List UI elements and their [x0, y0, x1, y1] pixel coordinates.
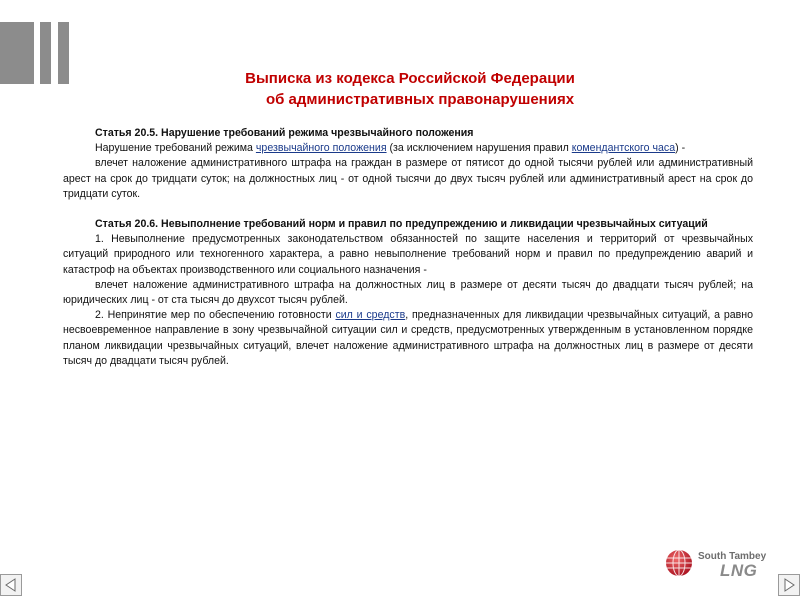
text-span: 2. Непринятие мер по обеспечению готовности: [95, 309, 336, 322]
decorative-bar-narrow: [58, 22, 69, 84]
logo-text-south-tambey: South Tambey: [698, 551, 767, 562]
globe-logo-icon: [664, 547, 694, 579]
text-span: ) -: [675, 142, 686, 155]
link-curfew[interactable]: комендантского часа: [571, 142, 676, 155]
article-20-5-paragraph-2: влечет наложение административного штрафа на граждан в размере от пятисот до одной тысячи рублей или административный арест на срок до тридцати суток; на должностных лиц - от одной тысячи до двух тысяч рублей или административный арест на срок до тридцати суток.: [63, 157, 753, 200]
spacer: [63, 202, 753, 217]
document-body: [63, 126, 753, 369]
arrow-left-icon: [1, 575, 21, 595]
article-20-6-paragraph-2: влечет наложение административного штрафа на должностных лиц в размере от десяти тысяч до двадцати тысяч рублей; на юридических лиц - от ста тысяч до двухсот тысяч рублей.: [63, 278, 753, 307]
slide-title-line2: об административных правонарушениях: [265, 91, 575, 108]
south-tambey-lng-logo: [664, 545, 774, 585]
slide-title-line1: Выписка из кодекса Российской Федерации: [245, 70, 575, 87]
link-emergency-state[interactable]: чрезвычайного положения: [255, 142, 387, 155]
text-span: Нарушение требований режима: [95, 142, 256, 155]
next-slide-button[interactable]: [778, 574, 800, 596]
logo-text-lng: LNG: [720, 561, 758, 580]
text-span: , предназначенных для ликвидации чрезвычайных ситуаций, а равно несвоевременное направление в зону чрезвычайной ситуации сил и средств, предусмотренных утвержденным в установленном порядке планом ликвидации чрезвычайных ситуаций, влечет наложение административного штрафа на должностных лиц в размере от десяти тысяч до двадцати тысяч рублей.: [63, 309, 753, 367]
link-forces-and-means[interactable]: сил и средств: [335, 309, 406, 322]
text-span: (за исключением нарушения правил: [386, 142, 572, 155]
article-20-6-paragraph-3: [63, 308, 753, 369]
slide-title: [160, 68, 660, 110]
decorative-bar-narrow: [40, 22, 51, 84]
arrow-right-icon: [779, 575, 799, 595]
article-20-5-heading: Статья 20.5. Нарушение требований режима чрезвычайного положения: [95, 127, 474, 139]
article-20-6-heading: Статья 20.6. Невыполнение требований норм и правил по предупреждению и ликвидации чрезвычайных ситуаций: [95, 218, 708, 231]
previous-slide-button[interactable]: [0, 574, 22, 596]
decorative-bars: [0, 22, 72, 84]
article-20-5-paragraph-1: [63, 141, 753, 156]
article-20-6-paragraph-1: 1. Невыполнение предусмотренных законодательством обязанностей по защите населения и территорий от чрезвычайных ситуаций природного или техногенного характера, а равно невыполнение требований норм и правил по предупреждению аварий и катастроф на объектах производственного или социального назначения -: [63, 233, 753, 276]
decorative-bar-wide: [0, 22, 34, 84]
